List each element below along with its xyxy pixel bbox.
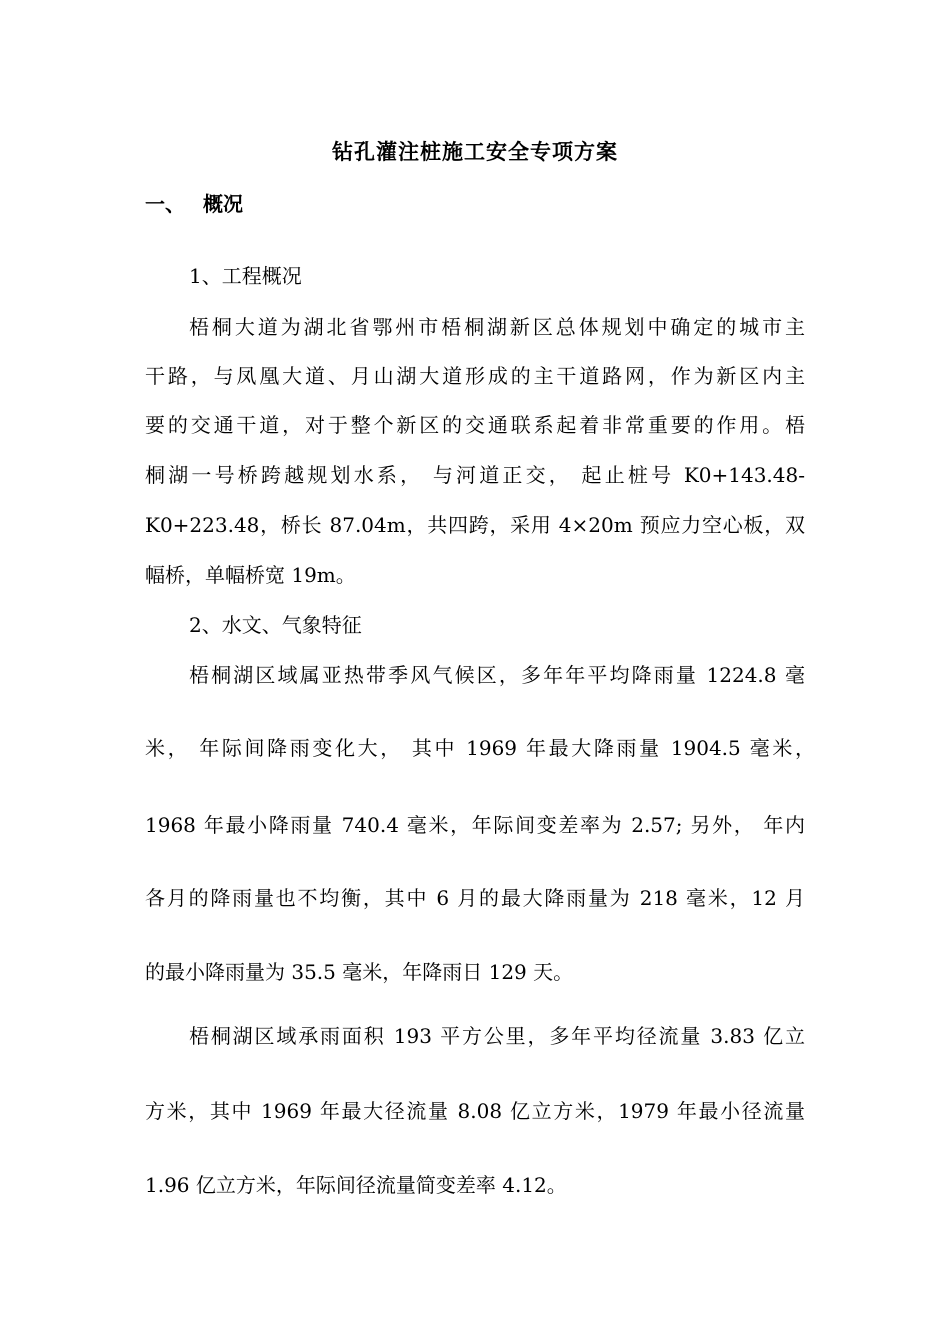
paragraph-line: 1.96 亿立方米，年际间径流量简变差率 4.12。	[145, 1173, 567, 1197]
paragraph-line: 要的交通干道，对于整个新区的交通联系起着非常重要的作用。梧	[145, 413, 805, 437]
paragraph-line: 梧桐湖区域承雨面积 193 平方公里，多年平均径流量 3.83 亿立	[189, 1024, 805, 1048]
paragraph-line: K0+223.48，桥长 87.04m，共四跨，采用 4×20m 预应力空心板，双	[145, 513, 805, 537]
paragraph-line: 幅桥，单幅桥宽 19m。	[145, 563, 356, 587]
paragraph-line: 方米，其中 1969 年最大径流量 8.08 亿立方米，1979 年最小径流量	[145, 1099, 805, 1123]
document-title: 钻孔灌注桩施工安全专项方案	[332, 139, 618, 164]
paragraph-line: 米， 年际间降雨变化大， 其中 1969 年最大降雨量 1904.5 毫米，	[145, 736, 815, 760]
paragraph-line: 梧桐大道为湖北省鄂州市梧桐湖新区总体规划中确定的城市主	[189, 315, 805, 339]
section-number: 一、	[145, 192, 185, 216]
paragraph-line: 各月的降雨量也不均衡，其中 6 月的最大降雨量为 218 毫米，12 月	[145, 886, 805, 910]
paragraph-line: 1968 年最小降雨量 740.4 毫米，年际间变差率为 2.57; 另外， 年内	[145, 813, 805, 837]
paragraph-line: 的最小降雨量为 35.5 毫米，年降雨日 129 天。	[145, 960, 574, 984]
section-heading-overview	[145, 188, 243, 217]
paragraph-line: 桐湖一号桥跨越规划水系， 与河道正交， 起止桩号 K0+143.48-	[145, 463, 805, 487]
subheading-project-overview: 1、工程概况	[189, 264, 302, 288]
section-title: 概况	[203, 192, 243, 216]
subheading-hydrology-climate: 2、水文、气象特征	[189, 613, 362, 637]
paragraph-line: 梧桐湖区域属亚热带季风气候区，多年年平均降雨量 1224.8 毫	[189, 663, 805, 687]
paragraph-line: 干路，与凤凰大道、月山湖大道形成的主干道路网，作为新区内主	[145, 364, 805, 388]
